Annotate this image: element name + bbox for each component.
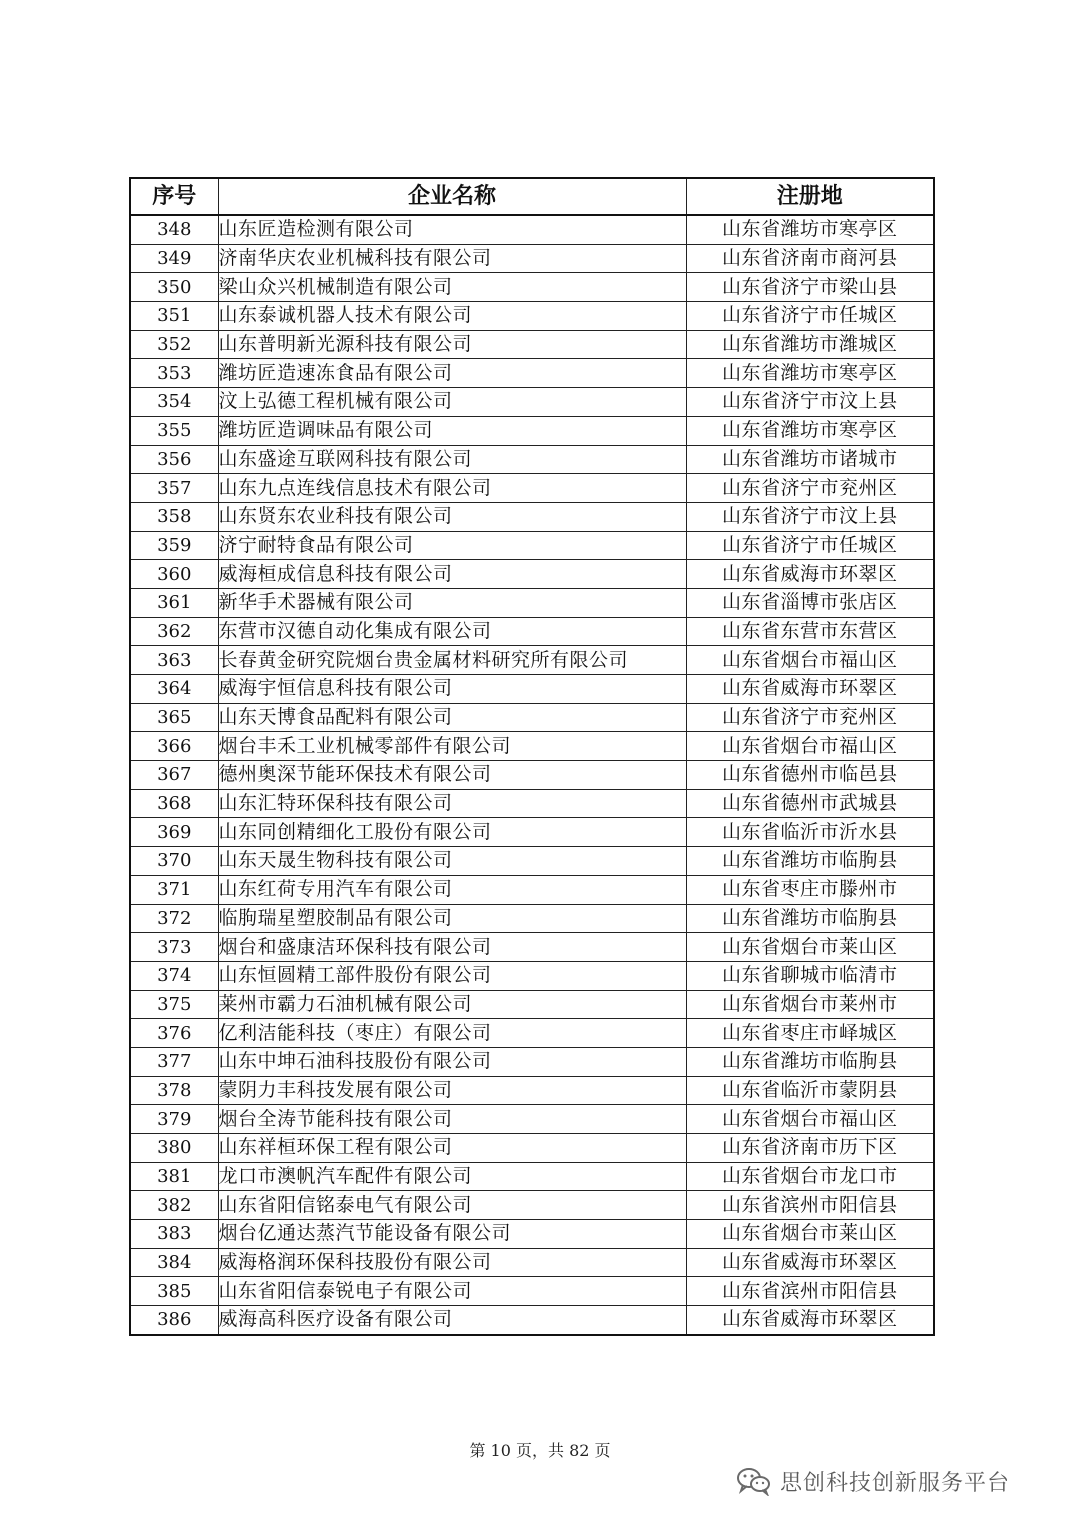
location-cell: 山东省东营市东营区 <box>686 617 934 646</box>
table-row <box>130 531 934 560</box>
company-name-cell: 山东汇特环保科技有限公司 <box>218 789 686 818</box>
serial-cell: 381 <box>130 1162 218 1191</box>
location-cell: 山东省威海市环翠区 <box>686 560 934 589</box>
header-serial: 序号 <box>130 178 218 215</box>
company-name-cell: 烟台丰禾工业机械零部件有限公司 <box>218 732 686 761</box>
location-cell: 山东省潍坊市寒亭区 <box>686 215 934 244</box>
serial-cell: 375 <box>130 990 218 1019</box>
serial-cell: 372 <box>130 904 218 933</box>
company-name-cell: 山东红荷专用汽车有限公司 <box>218 875 686 904</box>
location-cell: 山东省济宁市任城区 <box>686 531 934 560</box>
location-cell: 山东省枣庄市峄城区 <box>686 1019 934 1048</box>
table-row <box>130 1105 934 1134</box>
company-name-cell: 龙口市澳帆汽车配件有限公司 <box>218 1162 686 1191</box>
location-cell: 山东省临沂市沂水县 <box>686 818 934 847</box>
location-cell: 山东省枣庄市滕州市 <box>686 875 934 904</box>
company-name-cell: 山东盛途互联网科技有限公司 <box>218 445 686 474</box>
table-row <box>130 388 934 417</box>
table-row <box>130 761 934 790</box>
company-name-cell: 山东省阳信泰锐电子有限公司 <box>218 1277 686 1306</box>
serial-cell: 383 <box>130 1220 218 1249</box>
company-name-cell: 新华手术器械有限公司 <box>218 588 686 617</box>
serial-cell: 367 <box>130 761 218 790</box>
table-row <box>130 215 934 244</box>
table-row <box>130 990 934 1019</box>
location-cell: 山东省潍坊市寒亭区 <box>686 359 934 388</box>
company-name-cell: 德州奥深节能环保技术有限公司 <box>218 761 686 790</box>
table-row <box>130 1162 934 1191</box>
location-cell: 山东省临沂市蒙阴县 <box>686 1076 934 1105</box>
location-cell: 山东省威海市环翠区 <box>686 1306 934 1335</box>
serial-cell: 365 <box>130 703 218 732</box>
serial-cell: 360 <box>130 560 218 589</box>
company-name-cell: 潍坊匠造速冻食品有限公司 <box>218 359 686 388</box>
serial-cell: 374 <box>130 961 218 990</box>
watermark <box>736 1464 1010 1498</box>
location-cell: 山东省滨州市阳信县 <box>686 1191 934 1220</box>
serial-cell: 355 <box>130 416 218 445</box>
header-location: 注册地 <box>686 178 934 215</box>
company-name-cell: 山东恒圆精工部件股份有限公司 <box>218 961 686 990</box>
company-name-cell: 山东天晟生物科技有限公司 <box>218 847 686 876</box>
location-cell: 山东省潍坊市诸城市 <box>686 445 934 474</box>
company-name-cell: 山东天博食品配料有限公司 <box>218 703 686 732</box>
company-name-cell: 烟台和盛康洁环保科技有限公司 <box>218 933 686 962</box>
table-row <box>130 560 934 589</box>
location-cell: 山东省济南市商河县 <box>686 244 934 273</box>
location-cell: 山东省潍坊市临朐县 <box>686 904 934 933</box>
table-row <box>130 847 934 876</box>
location-cell: 山东省烟台市莱山区 <box>686 1220 934 1249</box>
company-name-cell: 长春黄金研究院烟台贵金属材料研究所有限公司 <box>218 646 686 675</box>
table-row <box>130 302 934 331</box>
table-row <box>130 732 934 761</box>
location-cell: 山东省烟台市龙口市 <box>686 1162 934 1191</box>
location-cell: 山东省济宁市任城区 <box>686 302 934 331</box>
serial-cell: 348 <box>130 215 218 244</box>
location-cell: 山东省烟台市福山区 <box>686 646 934 675</box>
wechat-icon <box>736 1466 772 1496</box>
table-row <box>130 359 934 388</box>
location-cell: 山东省德州市武城县 <box>686 789 934 818</box>
location-cell: 山东省济宁市兖州区 <box>686 474 934 503</box>
table-row <box>130 244 934 273</box>
serial-cell: 376 <box>130 1019 218 1048</box>
company-name-cell: 济南华庆农业机械科技有限公司 <box>218 244 686 273</box>
location-cell: 山东省济宁市兖州区 <box>686 703 934 732</box>
table-row <box>130 818 934 847</box>
table-row <box>130 675 934 704</box>
table-row <box>130 1277 934 1306</box>
location-cell: 山东省德州市临邑县 <box>686 761 934 790</box>
serial-cell: 362 <box>130 617 218 646</box>
location-cell: 山东省滨州市阳信县 <box>686 1277 934 1306</box>
table-row <box>130 416 934 445</box>
enterprise-table <box>129 177 935 1336</box>
company-name-cell: 山东同创精细化工股份有限公司 <box>218 818 686 847</box>
company-name-cell: 山东祥桓环保工程有限公司 <box>218 1134 686 1163</box>
table-row <box>130 1306 934 1335</box>
location-cell: 山东省济宁市汶上县 <box>686 502 934 531</box>
company-name-cell: 汶上弘德工程机械有限公司 <box>218 388 686 417</box>
location-cell: 山东省威海市环翠区 <box>686 1248 934 1277</box>
company-name-cell: 梁山众兴机械制造有限公司 <box>218 273 686 302</box>
company-name-cell: 潍坊匠造调味品有限公司 <box>218 416 686 445</box>
serial-cell: 382 <box>130 1191 218 1220</box>
company-name-cell: 山东贤东农业科技有限公司 <box>218 502 686 531</box>
serial-cell: 356 <box>130 445 218 474</box>
serial-cell: 350 <box>130 273 218 302</box>
serial-cell: 378 <box>130 1076 218 1105</box>
watermark-text: 思创科技创新服务平台 <box>780 1470 1011 1496</box>
table-row <box>130 617 934 646</box>
table-row <box>130 1076 934 1105</box>
company-name-cell: 亿利洁能科技（枣庄）有限公司 <box>218 1019 686 1048</box>
serial-cell: 386 <box>130 1306 218 1335</box>
table-row <box>130 445 934 474</box>
serial-cell: 351 <box>130 302 218 331</box>
table-row <box>130 330 934 359</box>
company-name-cell: 蒙阴力丰科技发展有限公司 <box>218 1076 686 1105</box>
serial-cell: 366 <box>130 732 218 761</box>
table-row <box>130 961 934 990</box>
company-name-cell: 烟台亿通达蒸汽节能设备有限公司 <box>218 1220 686 1249</box>
serial-cell: 385 <box>130 1277 218 1306</box>
serial-cell: 349 <box>130 244 218 273</box>
table-row <box>130 1134 934 1163</box>
company-name-cell: 山东普明新光源科技有限公司 <box>218 330 686 359</box>
location-cell: 山东省烟台市莱州市 <box>686 990 934 1019</box>
serial-cell: 371 <box>130 875 218 904</box>
company-name-cell: 山东泰诚机器人技术有限公司 <box>218 302 686 331</box>
table-row <box>130 502 934 531</box>
location-cell: 山东省烟台市莱山区 <box>686 933 934 962</box>
company-name-cell: 威海桓成信息科技有限公司 <box>218 560 686 589</box>
serial-cell: 364 <box>130 675 218 704</box>
location-cell: 山东省聊城市临清市 <box>686 961 934 990</box>
table-row <box>130 703 934 732</box>
company-name-cell: 东营市汉德自动化集成有限公司 <box>218 617 686 646</box>
company-name-cell: 山东中坤石油科技股份有限公司 <box>218 1047 686 1076</box>
table-row <box>130 1248 934 1277</box>
serial-cell: 357 <box>130 474 218 503</box>
header-company-name: 企业名称 <box>218 178 686 215</box>
table-row <box>130 1019 934 1048</box>
location-cell: 山东省烟台市福山区 <box>686 732 934 761</box>
serial-cell: 373 <box>130 933 218 962</box>
location-cell: 山东省济宁市梁山县 <box>686 273 934 302</box>
company-name-cell: 山东匠造检测有限公司 <box>218 215 686 244</box>
table-row <box>130 273 934 302</box>
location-cell: 山东省潍坊市寒亭区 <box>686 416 934 445</box>
table-row <box>130 904 934 933</box>
table-row <box>130 474 934 503</box>
serial-cell: 354 <box>130 388 218 417</box>
serial-cell: 363 <box>130 646 218 675</box>
location-cell: 山东省济宁市汶上县 <box>686 388 934 417</box>
company-name-cell: 莱州市霸力石油机械有限公司 <box>218 990 686 1019</box>
serial-cell: 368 <box>130 789 218 818</box>
location-cell: 山东省烟台市福山区 <box>686 1105 934 1134</box>
table-row <box>130 1047 934 1076</box>
serial-cell: 370 <box>130 847 218 876</box>
serial-cell: 369 <box>130 818 218 847</box>
table-row <box>130 1220 934 1249</box>
table-header-row <box>130 178 934 215</box>
company-name-cell: 山东省阳信铭泰电气有限公司 <box>218 1191 686 1220</box>
company-name-cell: 济宁耐特食品有限公司 <box>218 531 686 560</box>
table-row <box>130 875 934 904</box>
company-name-cell: 山东九点连线信息技术有限公司 <box>218 474 686 503</box>
table-row <box>130 933 934 962</box>
table-row <box>130 646 934 675</box>
location-cell: 山东省潍坊市潍城区 <box>686 330 934 359</box>
serial-cell: 359 <box>130 531 218 560</box>
company-name-cell: 临朐瑞星塑胶制品有限公司 <box>218 904 686 933</box>
location-cell: 山东省潍坊市临朐县 <box>686 1047 934 1076</box>
serial-cell: 380 <box>130 1134 218 1163</box>
company-name-cell: 威海格润环保科技股份有限公司 <box>218 1248 686 1277</box>
company-name-cell: 烟台全涛节能科技有限公司 <box>218 1105 686 1134</box>
serial-cell: 379 <box>130 1105 218 1134</box>
company-name-cell: 威海高科医疗设备有限公司 <box>218 1306 686 1335</box>
table-row <box>130 789 934 818</box>
serial-cell: 361 <box>130 588 218 617</box>
location-cell: 山东省威海市环翠区 <box>686 675 934 704</box>
serial-cell: 384 <box>130 1248 218 1277</box>
serial-cell: 352 <box>130 330 218 359</box>
company-name-cell: 威海宇恒信息科技有限公司 <box>218 675 686 704</box>
table-row <box>130 1191 934 1220</box>
serial-cell: 358 <box>130 502 218 531</box>
location-cell: 山东省淄博市张店区 <box>686 588 934 617</box>
location-cell: 山东省济南市历下区 <box>686 1134 934 1163</box>
table-row <box>130 588 934 617</box>
serial-cell: 377 <box>130 1047 218 1076</box>
location-cell: 山东省潍坊市临朐县 <box>686 847 934 876</box>
page-number: 第 10 页，共 82 页 <box>469 1441 611 1460</box>
table-body <box>130 215 934 1335</box>
serial-cell: 353 <box>130 359 218 388</box>
